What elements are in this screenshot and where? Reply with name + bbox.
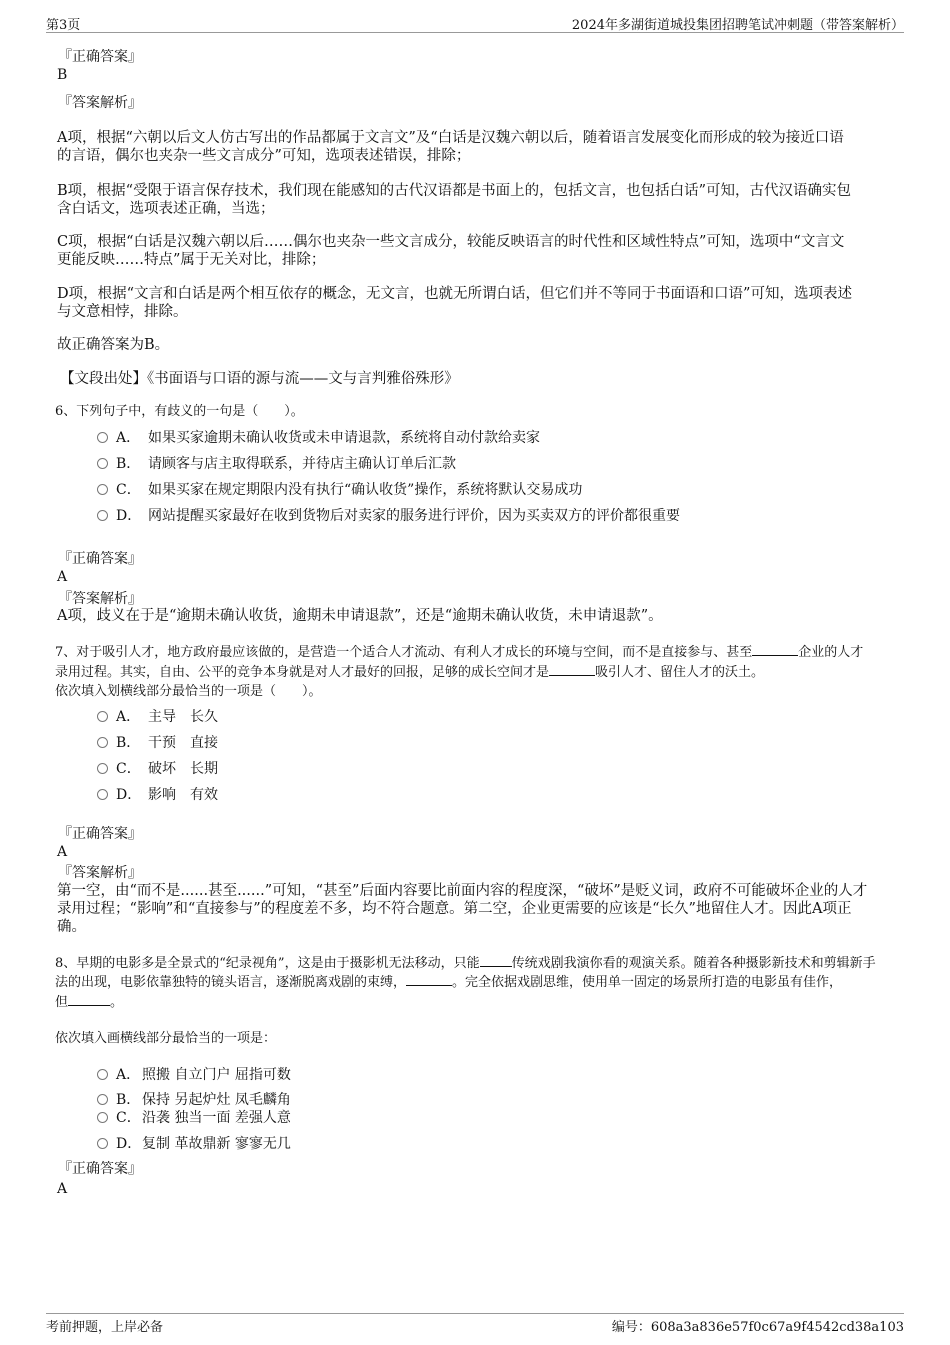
q5-analysis-label: 『答案解析』 bbox=[58, 95, 142, 111]
radio-icon[interactable] bbox=[97, 458, 108, 469]
q8-stem-line1: 8、早期的电影多是全景式的“纪录视角”，这是由于摄影机无法移动，只能 传统戏剧我演你看的观演关系。随着各种摄影新技术和剪辑新手 bbox=[55, 956, 876, 971]
q7-option-b[interactable]: B． 干预 直接 bbox=[97, 732, 218, 752]
radio-icon[interactable] bbox=[97, 1138, 108, 1149]
radio-icon[interactable] bbox=[97, 510, 108, 521]
q6-option-b[interactable]: B． 请顾客与店主取得联系，并待店主确认订单后汇款 bbox=[97, 453, 456, 473]
q5-answer-label: 『正确答案』 bbox=[58, 49, 142, 65]
q8-stem-line3: 但 。 bbox=[55, 995, 124, 1010]
footer-slogan: 考前押题，上岸必备 bbox=[46, 1320, 164, 1335]
q7-answer-label: 『正确答案』 bbox=[58, 826, 142, 842]
q8-option-c[interactable]: C．沿袭 独当一面 差强人意 bbox=[97, 1107, 291, 1127]
q6-option-c[interactable]: C． 如果买家在规定期限内没有执行“确认收货”操作，系统将默认交易成功 bbox=[97, 479, 582, 499]
q8-stem-line2: 法的出现，电影依靠独特的镜头语言，逐渐脱离戏剧的束缚， 。完全依据戏剧思维，使用单一固定的场景所打造的电影虽有佳作， bbox=[55, 975, 843, 990]
q6-analysis: A项，歧义在于是“逾期未确认收货，逾期未申请退款”，还是“逾期未确认收货，未申请退款”。 bbox=[57, 608, 663, 624]
q7-option-d[interactable]: D． 影响 有效 bbox=[97, 784, 218, 804]
footer-serial: 编号：608a3a836e57f0c67a9f4542cd38a103 bbox=[611, 1320, 904, 1335]
q5-analysis-d-line1: D项，根据“文言和白话是两个相互依存的概念，无文言，也就无所谓白话，但它们并不等同于书面语和口语”可知，选项表述 bbox=[57, 286, 852, 302]
q5-analysis-b-line2: 含白话文，选项表述正确，当选； bbox=[57, 201, 275, 217]
q5-analysis-d-line2: 与文意相悖，排除。 bbox=[57, 304, 188, 320]
q7-option-c[interactable]: C． 破坏 长期 bbox=[97, 758, 218, 778]
q7-stem-line2: 录用过程。其实，自由、公平的竞争本身就是对人才最好的回报，足够的成长空间才是 吸引人才、留住人才的沃土。 bbox=[55, 665, 765, 680]
q8-answer: A bbox=[57, 1181, 68, 1197]
q5-analysis-a-line2: 的言语，偶尔也夹杂一些文言成分”可知，选项表述错误，排除； bbox=[57, 148, 471, 164]
page-footer bbox=[46, 1313, 904, 1335]
q6-answer: A bbox=[57, 569, 68, 585]
page-header bbox=[46, 12, 904, 33]
q6-option-a[interactable]: A． 如果买家逾期未确认收货或未申请退款，系统将自动付款给卖家 bbox=[97, 427, 540, 447]
q5-analysis-b-line1: B项，根据“受限于语言保存技术，我们现在能感知的古代汉语都是书面上的，包括文言，也包括白话”可知，古代汉语确实包 bbox=[57, 183, 851, 199]
radio-icon[interactable] bbox=[97, 484, 108, 495]
q7-analysis-label: 『答案解析』 bbox=[58, 865, 142, 881]
document-title: 2024年多湖街道城投集团招聘笔试冲刺题（带答案解析） bbox=[571, 18, 904, 33]
radio-icon[interactable] bbox=[97, 789, 108, 800]
q7-analysis-line1: 第一空，由“而不是......甚至......”可知，“甚至”后面内容要比前面内容的程度深，“破坏”是贬义词，政府不可能破坏企业的人才 bbox=[57, 883, 868, 899]
radio-icon[interactable] bbox=[97, 1112, 108, 1123]
q7-stem-line3: 依次填入划横线部分最恰当的一项是（ ）。 bbox=[55, 684, 322, 699]
q8-option-d[interactable]: D．复制 革故鼎新 寥寥无几 bbox=[97, 1133, 291, 1153]
radio-icon[interactable] bbox=[97, 711, 108, 722]
radio-icon[interactable] bbox=[97, 1069, 108, 1080]
q7-option-a[interactable]: A． 主导 长久 bbox=[97, 706, 218, 726]
radio-icon[interactable] bbox=[97, 1094, 108, 1105]
q7-answer: A bbox=[57, 844, 68, 860]
q5-analysis-a-line1: A项，根据“六朝以后文人仿古写出的作品都属于文言文”及“白话是汉魏六朝以后，随着语言发展变化而形成的较为接近口语 bbox=[57, 130, 844, 146]
q5-analysis-c-line2: 更能反映……特点”属于无关对比，排除； bbox=[57, 252, 326, 268]
q8-option-b[interactable]: B． 保持 另起炉灶 凤毛麟角 bbox=[97, 1089, 291, 1109]
q7-analysis-line3: 确。 bbox=[57, 919, 86, 935]
q5-answer: B bbox=[57, 67, 68, 83]
radio-icon[interactable] bbox=[97, 737, 108, 748]
q6-analysis-label: 『答案解析』 bbox=[58, 591, 142, 607]
q8-answer-label: 『正确答案』 bbox=[58, 1161, 142, 1177]
q5-conclusion: 故正确答案为B。 bbox=[57, 337, 170, 353]
q8-option-a[interactable]: A． 照搬 自立门户 屈指可数 bbox=[97, 1064, 291, 1084]
radio-icon[interactable] bbox=[97, 432, 108, 443]
q5-source: 【文段出处】《书面语与口语的源与流——文与言判雅俗殊形》 bbox=[60, 371, 459, 387]
q5-analysis-c-line1: C项，根据“白话是汉魏六朝以后……偶尔也夹杂一些文言成分，较能反映语言的时代性和区域性特点”可知，选项中“文言文 bbox=[57, 234, 845, 250]
page-number: 第3页 bbox=[46, 18, 81, 33]
q6-stem: 6、下列句子中，有歧义的一句是（ ）。 bbox=[55, 404, 304, 419]
q8-prompt: 依次填入画横线部分最恰当的一项是： bbox=[55, 1031, 277, 1046]
radio-icon[interactable] bbox=[97, 763, 108, 774]
q7-analysis-line2: 录用过程；“影响”和“直接参与”的程度差不多，均不符合题意。第二空，企业更需要的应该是“长久”地留住人才。因此A项正 bbox=[57, 901, 852, 917]
q6-answer-label: 『正确答案』 bbox=[58, 551, 142, 567]
q6-option-d[interactable]: D． 网站提醒买家最好在收到货物后对卖家的服务进行评价，因为买卖双方的评价都很重要 bbox=[97, 505, 680, 525]
q7-stem-line1: 7、对于吸引人才，地方政府最应该做的，是营造一个适合人才流动、有利人才成长的环境与空间，而不是直接参与、甚至 企业的人才 bbox=[55, 645, 864, 660]
